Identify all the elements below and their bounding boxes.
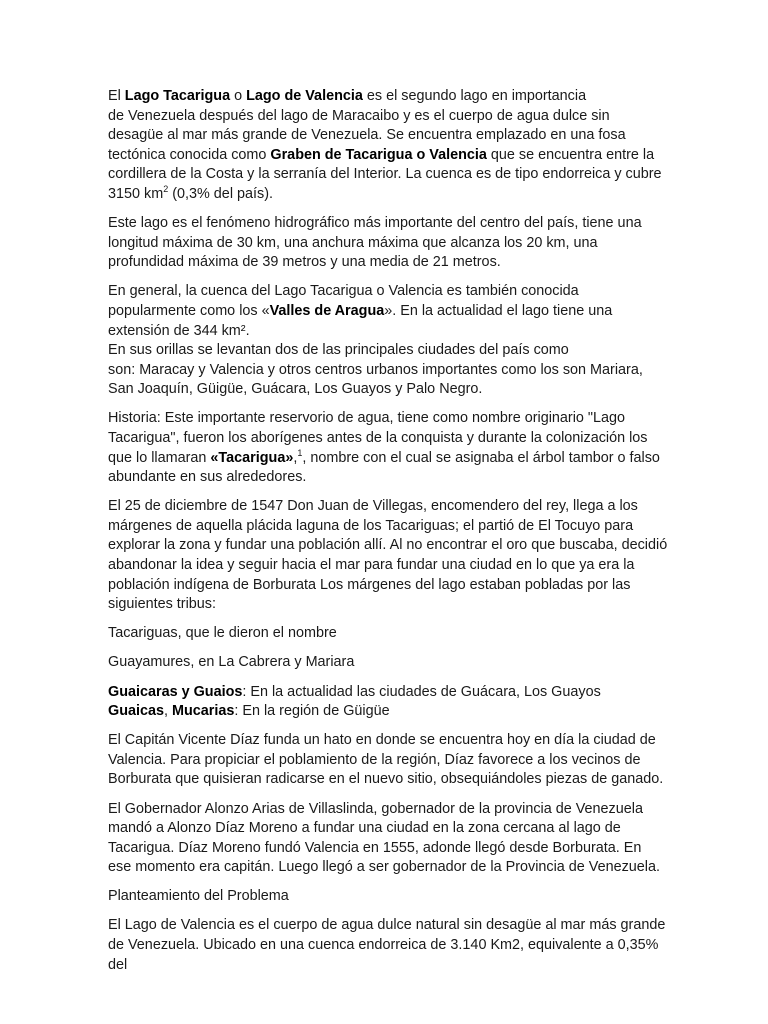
text: o: [230, 88, 247, 104]
text: son: Maracay y Valencia y otros centros urbanos importantes como los son Mariara, San Joaquín, Güigüe, Guácara, Los Guayos y Palo Negro.: [108, 361, 643, 398]
text: ,: [164, 703, 172, 720]
text: de Venezuela después del lago de Maracaibo y es el cuerpo de agua dulce sin desagüe al mar más grande de Venezuela. Se encuentra emplazado en una fosa tectónica conocida como: [108, 107, 626, 163]
bold-term: Guaicaras y Guaios: [108, 683, 243, 700]
text: En sus orillas se levantan dos de las principales ciudades del país como: [108, 342, 569, 359]
paragraph-tribe-guayamures: Guayamures, en La Cabrera y Mariara: [108, 654, 355, 671]
footnote-ref: 1: [297, 447, 303, 458]
paragraph-gobernador: El Gobernador Alonzo Arias de Villaslinda, gobernador de la provincia de Venezuela mandó a Alonzo Díaz Moreno a fundar una ciudad en la zona cercana al lago de Tacarigua. Díaz Moreno fundó Valencia en 1555, adonde llegó desde Borburata. En ese momento era capitán. Luego llegó a ser gobernador de la Provincia de Venezuela.: [108, 800, 661, 876]
text: : En la región de Güigüe: [234, 703, 390, 720]
text: : En la actualidad las ciudades de Guácara, Los Guayos: [242, 683, 601, 700]
paragraph-cuenca: [108, 282, 668, 400]
paragraph-intro: [108, 87, 668, 205]
superscript: 2: [163, 184, 169, 195]
bold-term: «Tacarigua»: [210, 449, 294, 466]
text: , nombre con el cual se asignaba el árbol tambor o falso abundante en sus alrededores.: [108, 449, 660, 486]
text: En general, la cuenca del Lago Tacarigua o Valencia es también conocida popularmente como los «: [108, 283, 579, 319]
text: Historia: Este importante reservorio de agua, tiene como nombre originario "Lago Tacarigua", fueron los aborígenes antes de la conquista y durante la colonización los que lo llamaran: [108, 410, 648, 466]
paragraph-tribe-guaicaras: [108, 683, 668, 703]
paragraph-problema: El Lago de Valencia es el cuerpo de agua dulce natural sin desagüe al mar más grande de Venezuela. Ubicado en una cuenca endorreica de 3.140 Km2, equivalente a 0,35% del: [108, 917, 666, 973]
section-heading-planteamiento: Planteamiento del Problema: [108, 888, 289, 905]
bold-term: Mucarias: [172, 703, 235, 720]
bold-term: Lago de Valencia: [246, 88, 363, 104]
paragraph-vicente-diaz: El Capitán Vicente Díaz funda un hato en donde se encuentra hoy en día la ciudad de Valencia. Para propiciar el poblamiento de la región, Díaz favorece a los vecinos de Borburata que quisieran radicarse en el nuevo sitio, obsequiándoles piezas de ganado.: [108, 732, 664, 788]
paragraph-dimensions: Este lago es el fenómeno hidrográfico más importante del centro del país, tiene una longitud máxima de 30 km, una anchura máxima que alcanza los 20 km, una profundidad máxima de 39 metros y una media de 21 metros.: [108, 215, 642, 271]
text: (0,3% del país).: [168, 185, 274, 202]
paragraph-villegas: El 25 de diciembre de 1547 Don Juan de Villegas, encomendero del rey, llega a los márgenes de aquella plácida laguna de los Tacariguas; el partió de El Tocuyo para explorar la zona y fundar una población allí. Al no encontrar el oro que buscaba, decidió abandonar la idea y seguir hacia el mar para fundar una ciudad en lo que ya era la población indígena de Borburata Los márgenes del lago estaban pobladas por las siguientes tribus:: [108, 498, 668, 613]
text: es el segundo lago en importancia: [362, 88, 587, 104]
bold-term: Lago Tacarigua: [124, 88, 231, 104]
paragraph-historia: [108, 409, 668, 487]
bold-term: Graben de Tacarigua o Valencia: [270, 146, 487, 163]
text: ,: [293, 449, 298, 466]
paragraph-tribe-tacariguas: Tacariguas, que le dieron el nombre: [108, 625, 337, 642]
text: ». En la actualidad el lago tiene una extensión de 344 km².: [108, 302, 613, 339]
text: El: [108, 88, 125, 104]
bold-term: Valles de Aragua: [269, 302, 385, 319]
text: que se encuentra entre la cordillera de la Costa y la serranía del Interior. La cuenca es de tipo endorreica y cubre 3150 km: [108, 146, 662, 202]
document-page: [108, 87, 668, 985]
paragraph-tribe-guaicas: [108, 702, 668, 722]
bold-term: Guaicas: [108, 703, 164, 720]
